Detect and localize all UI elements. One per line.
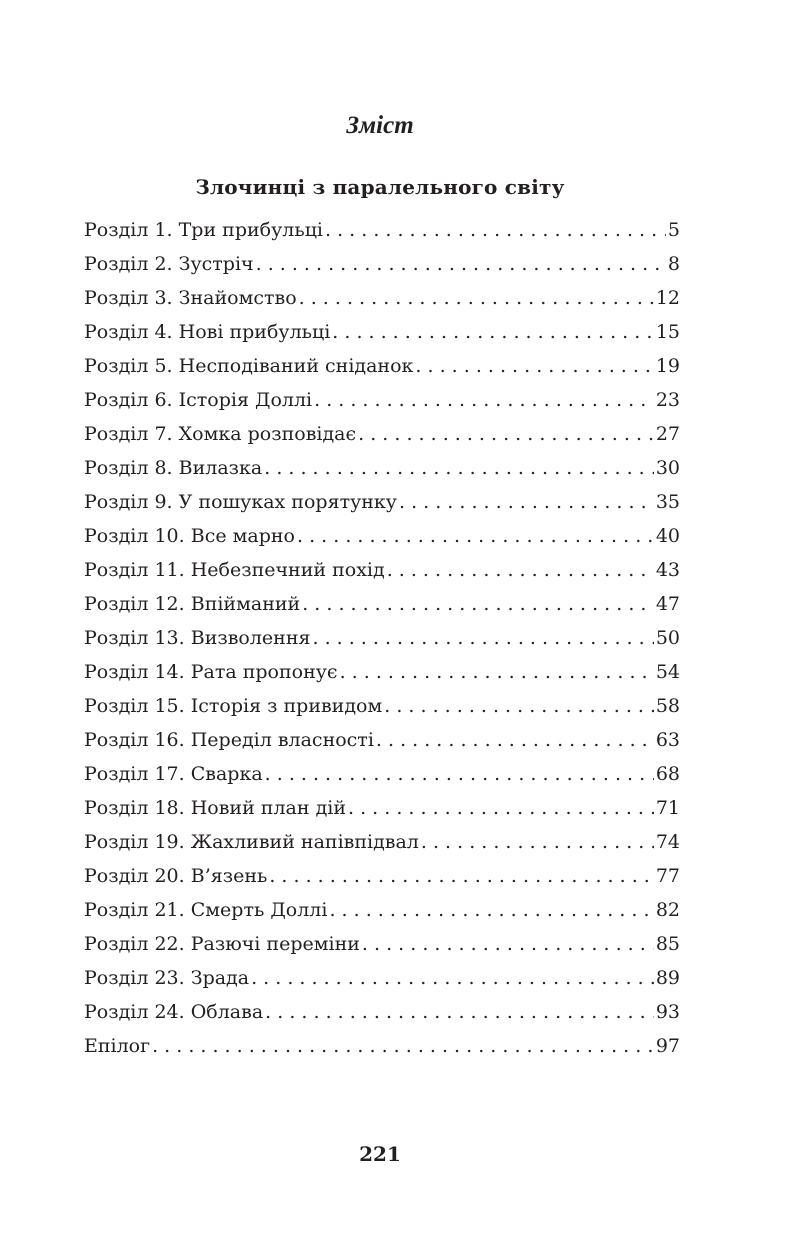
toc-entry-page: 19	[655, 355, 680, 377]
toc-entry-title: Розділ 2. Зустріч	[84, 253, 254, 275]
toc-entry	[84, 723, 680, 757]
toc-entry	[84, 859, 680, 893]
dot-leader	[325, 213, 666, 247]
toc-entry	[84, 927, 680, 961]
toc-entry	[84, 315, 680, 349]
toc-entry-page: 40	[655, 525, 680, 547]
dot-leader	[152, 1029, 654, 1063]
toc-entry-page: 50	[655, 627, 680, 649]
toc-entry-title: Розділ 9. У пошуках порятунку	[84, 491, 397, 513]
page-number: 221	[359, 1142, 401, 1166]
toc-entry-title: Розділ 19. Жахливий напівпідвал	[84, 831, 419, 853]
toc-entry-page: 97	[655, 1035, 680, 1057]
toc-entry-title: Розділ 6. Історія Доллі	[84, 389, 313, 411]
dot-leader	[251, 961, 654, 995]
toc-entry	[84, 655, 680, 689]
dot-leader	[314, 383, 654, 417]
dot-leader	[399, 485, 654, 519]
toc-entry-page: 77	[655, 865, 680, 887]
toc-entry-title: Епілог	[84, 1035, 151, 1057]
dot-leader	[302, 587, 654, 621]
toc-entry-title: Розділ 20. В’язень	[84, 865, 268, 887]
toc-entry	[84, 825, 680, 859]
toc-entry-title: Розділ 16. Переділ власності	[84, 729, 374, 751]
toc-entry-title: Розділ 23. Зрада	[84, 967, 250, 989]
toc-entry	[84, 417, 680, 451]
table-of-contents	[84, 213, 680, 1063]
toc-entry-title: Розділ 5. Несподіваний сніданок	[84, 355, 414, 377]
toc-entry-title: Розділ 22. Разючі переміни	[84, 933, 360, 955]
toc-entry-title: Розділ 17. Сварка	[84, 763, 263, 785]
toc-entry	[84, 247, 680, 281]
toc-entry-page: 43	[655, 559, 680, 581]
toc-entry	[84, 757, 680, 791]
toc-entry-page: 63	[655, 729, 680, 751]
toc-entry-title: Розділ 24. Облава	[84, 1001, 264, 1023]
dot-leader	[264, 451, 654, 485]
toc-entry	[84, 349, 680, 383]
dot-leader	[340, 655, 654, 689]
toc-entry-page: 58	[655, 695, 680, 717]
toc-entry-page: 8	[667, 253, 680, 275]
dot-leader	[332, 315, 654, 349]
toc-entry	[84, 961, 680, 995]
toc-entry-page: 30	[655, 457, 680, 479]
toc-entry-page: 23	[655, 389, 680, 411]
dot-leader	[376, 723, 654, 757]
toc-entry-title: Розділ 14. Рата пропонує	[84, 661, 338, 683]
dot-leader	[299, 281, 654, 315]
dot-leader	[256, 247, 666, 281]
dot-leader	[265, 995, 654, 1029]
toc-entry-page: 47	[655, 593, 680, 615]
toc-entry-page: 93	[655, 1001, 680, 1023]
toc-entry-title: Розділ 13. Визволення	[84, 627, 311, 649]
dot-leader	[329, 893, 653, 927]
book-title: Злочинці з паралельного світу	[195, 175, 565, 199]
toc-entry	[84, 995, 680, 1029]
toc-entry-title: Розділ 11. Небезпечний похід	[84, 559, 385, 581]
toc-entry-page: 89	[655, 967, 680, 989]
toc-entry	[84, 689, 680, 723]
toc-entry	[84, 587, 680, 621]
dot-leader	[297, 519, 654, 553]
toc-entry	[84, 791, 680, 825]
toc-entry	[84, 213, 680, 247]
toc-entry-title: Розділ 12. Впійманий	[84, 593, 301, 615]
toc-entry-title: Розділ 1. Три прибульці	[84, 219, 323, 241]
dot-leader	[312, 621, 653, 655]
toc-entry-title: Розділ 18. Новий план дій	[84, 797, 347, 819]
toc-entry-page: 54	[655, 661, 680, 683]
toc-entry-page: 12	[655, 287, 680, 309]
toc-entry-page: 71	[655, 797, 680, 819]
toc-entry	[84, 621, 680, 655]
dot-leader	[387, 553, 654, 587]
toc-entry	[84, 553, 680, 587]
dot-leader	[269, 859, 653, 893]
toc-entry-title: Розділ 4. Нові прибульці	[84, 321, 331, 343]
toc-entry	[84, 1029, 680, 1063]
dot-leader	[384, 689, 654, 723]
toc-entry-title: Розділ 7. Хомка розповідає	[84, 423, 357, 445]
toc-entry-page: 35	[655, 491, 680, 513]
toc-entry-page: 5	[667, 219, 680, 241]
toc-entry-title: Розділ 8. Вилазка	[84, 457, 263, 479]
toc-entry-title: Розділ 21. Смерть Доллі	[84, 899, 328, 921]
dot-leader	[348, 791, 654, 825]
dot-leader	[358, 417, 654, 451]
toc-entry-title: Розділ 3. Знайомство	[84, 287, 297, 309]
dot-leader	[265, 757, 654, 791]
dot-leader	[415, 349, 653, 383]
toc-entry-page: 68	[655, 763, 680, 785]
toc-entry	[84, 281, 680, 315]
toc-entry	[84, 383, 680, 417]
toc-entry-page: 82	[655, 899, 680, 921]
toc-entry	[84, 485, 680, 519]
contents-heading: Зміст	[346, 112, 414, 139]
toc-entry	[84, 451, 680, 485]
toc-entry-page: 85	[655, 933, 680, 955]
toc-entry	[84, 519, 680, 553]
dot-leader	[362, 927, 654, 961]
toc-entry-page: 74	[655, 831, 680, 853]
toc-entry-page: 15	[655, 321, 680, 343]
toc-entry-title: Розділ 15. Історія з привидом	[84, 695, 383, 717]
toc-entry-page: 27	[655, 423, 680, 445]
dot-leader	[421, 825, 654, 859]
toc-entry-title: Розділ 10. Все марно	[84, 525, 295, 547]
toc-entry	[84, 893, 680, 927]
